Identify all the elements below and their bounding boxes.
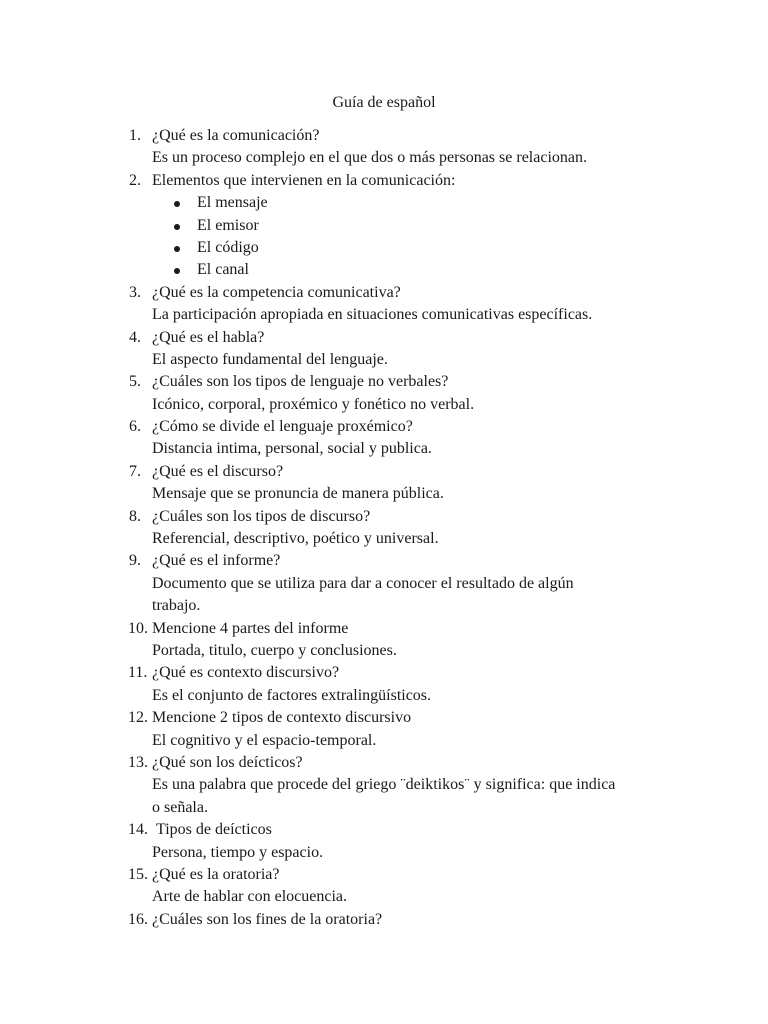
item-answer: Referencial, descriptivo, poético y universal. — [152, 530, 439, 548]
question-list — [0, 125, 768, 931]
item-answer-line — [0, 304, 768, 326]
item-question: ¿Qué es el informe? — [152, 552, 281, 570]
list-item — [0, 461, 768, 483]
item-question: ¿Qué es la comunicación? — [152, 127, 320, 144]
item-number: 10. — [128, 619, 148, 637]
item-number: 8. — [129, 507, 141, 525]
item-answer: La participación apropiada en situaciones comunicativas específicas. — [152, 306, 593, 324]
item-number: 1. — [129, 127, 141, 144]
bullet-icon — [174, 224, 180, 230]
item-number: 6. — [129, 418, 141, 436]
item-answer: Portada, titulo, cuerpo y conclusiones. — [152, 641, 397, 659]
item-answer: Documento que se utiliza para dar a conocer el resultado de algún — [152, 574, 574, 592]
item-answer: o señala. — [152, 798, 208, 816]
list-item — [0, 416, 768, 438]
item-answer: Es una palabra que procede del griego ¨deiktikos¨ y significa: que indica — [152, 776, 616, 794]
item-question: Mencione 4 partes del informe — [152, 619, 349, 637]
item-number: 11. — [128, 664, 148, 682]
item-answer: Icónico, corporal, proxémico y fonético no verbal. — [152, 395, 475, 413]
item-number: 5. — [129, 373, 141, 391]
item-number: 14. — [128, 821, 148, 839]
item-number: 9. — [129, 552, 141, 570]
item-answer: Es el conjunto de factores extralingüísticos. — [152, 686, 432, 704]
item-answer-line — [0, 774, 768, 796]
item-answer: Mensaje que se pronuncia de manera pública. — [152, 485, 444, 503]
item-question: Mencione 2 tipos de contexto discursivo — [152, 709, 412, 727]
list-item — [0, 550, 768, 572]
bullet-text: El emisor — [197, 216, 259, 234]
item-question: Tipos de deícticos — [156, 821, 272, 839]
item-number: 13. — [128, 753, 148, 771]
item-answer-line — [0, 483, 768, 505]
list-item — [0, 707, 768, 729]
item-answer: Distancia intima, personal, social y publica. — [152, 440, 432, 458]
item-question: ¿Qué es la competencia comunicativa? — [152, 283, 401, 301]
item-question: ¿Cuáles son los tipos de discurso? — [152, 507, 371, 525]
bullet-text: El mensaje — [197, 194, 268, 212]
list-item — [0, 282, 768, 304]
item-number: 4. — [129, 328, 141, 346]
list-item — [0, 371, 768, 393]
item-number: 3. — [129, 283, 141, 301]
bullet-icon — [174, 268, 180, 274]
item-answer: Es un proceso complejo en el que dos o más personas se relacionan. — [152, 149, 587, 167]
bullet-text: El código — [197, 238, 259, 256]
item-answer-line — [0, 573, 768, 595]
item-question: ¿Cómo se divide el lenguaje proxémico? — [152, 418, 413, 436]
list-item — [0, 170, 768, 192]
item-answer: El aspecto fundamental del lenguaje. — [152, 350, 388, 368]
item-answer-line — [0, 147, 768, 169]
list-item — [0, 909, 768, 931]
item-question: ¿Cuáles son los tipos de lenguaje no verbales? — [152, 373, 449, 391]
item-answer: Arte de hablar con elocuencia. — [152, 888, 348, 906]
item-answer-line — [0, 438, 768, 460]
item-answer-line — [0, 595, 768, 617]
item-answer: trabajo. — [152, 597, 201, 615]
item-answer-line — [0, 886, 768, 908]
list-item — [0, 327, 768, 349]
item-question: Elementos que intervienen en la comunicación: — [152, 171, 456, 189]
bullet-text: El canal — [197, 261, 249, 279]
item-number: 12. — [128, 709, 148, 727]
item-answer: El cognitivo y el espacio-temporal. — [152, 731, 377, 749]
list-item — [0, 752, 768, 774]
item-number: 15. — [128, 865, 148, 883]
page-title: Guía de español — [332, 94, 436, 111]
item-answer-line — [0, 797, 768, 819]
item-answer: Persona, tiempo y espacio. — [152, 843, 324, 861]
item-question: ¿Qué es contexto discursivo? — [152, 664, 340, 682]
item-answer-line — [0, 685, 768, 707]
list-item — [0, 125, 768, 147]
list-item — [0, 662, 768, 684]
item-answer-line — [0, 394, 768, 416]
item-number: 16. — [128, 910, 148, 928]
item-answer-line — [0, 730, 768, 752]
item-question: ¿Qué es el discurso? — [152, 462, 284, 480]
bullet-item — [0, 237, 768, 259]
bullet-item — [0, 192, 768, 214]
item-question: ¿Cuáles son los fines de la oratoria? — [152, 910, 383, 928]
item-answer-line — [0, 842, 768, 864]
list-item — [0, 506, 768, 528]
item-answer-line — [0, 640, 768, 662]
list-item — [0, 864, 768, 886]
list-item — [0, 819, 768, 841]
item-answer-line — [0, 528, 768, 550]
bullet-icon — [174, 201, 180, 207]
item-question: ¿Qué es el habla? — [152, 328, 265, 346]
bullet-icon — [174, 246, 180, 252]
item-question: ¿Qué es la oratoria? — [152, 865, 280, 883]
list-item — [0, 618, 768, 640]
item-question: ¿Qué son los deícticos? — [152, 753, 303, 771]
item-number: 7. — [129, 462, 141, 480]
bullet-item — [0, 215, 768, 237]
item-answer-line — [0, 349, 768, 371]
item-number: 2. — [129, 171, 141, 189]
bullet-item — [0, 259, 768, 281]
